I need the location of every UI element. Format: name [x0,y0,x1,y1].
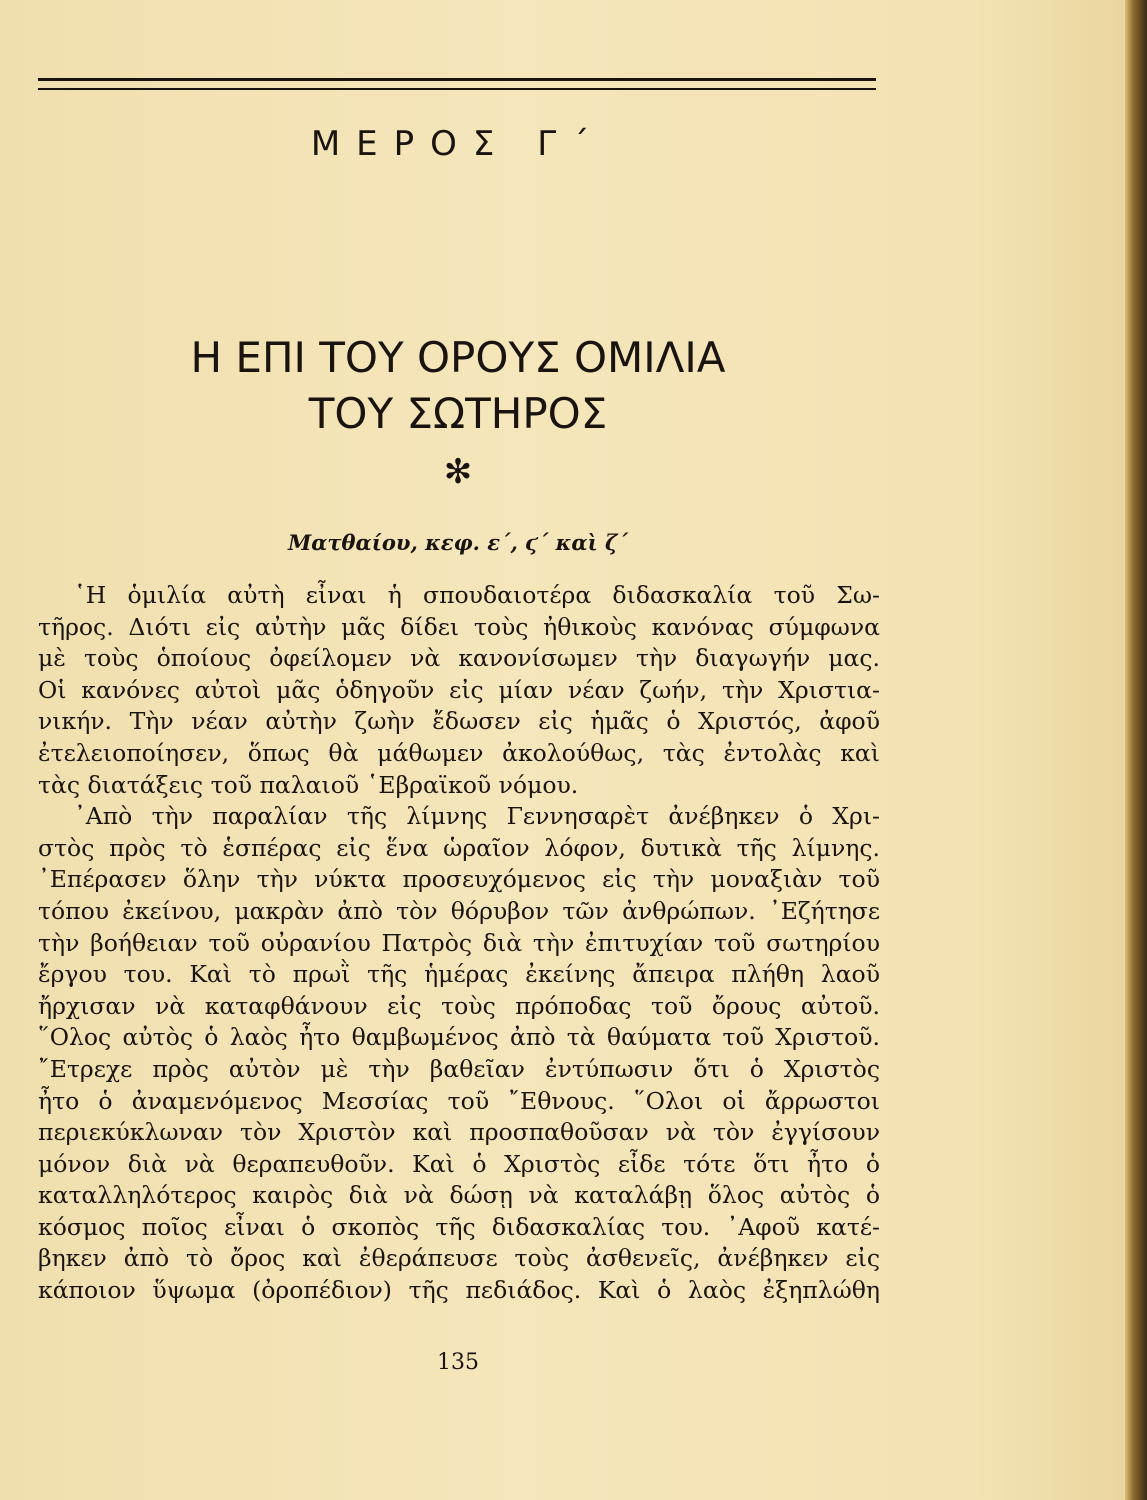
text-line: κάποιον ὕψωμα (ὀροπέδιον) τῆς πεδιάδος. Καὶ ὁ λαὸς ἐξηπλώθη [38,1276,880,1305]
paragraph [38,801,880,1307]
text-line: μόνον διὰ νὰ θεραπευθοῦν. Καὶ ὁ Χριστὸς εἶδε τότε ὅτι ἦτο ὁ [38,1149,880,1178]
scripture-reference: Ματθαίου, κεφ. ε΄, ϛ΄ καὶ ζ΄ [288,530,628,555]
text-line: τὰς διατάξεις τοῦ παλαιοῦ ῾Εβραϊκοῦ νόμου. [38,770,579,799]
chapter-title-line: ΤΟΥ ΣΩΤΗΡΟΣ [308,389,608,438]
text-line: ᾿Επέρασεν ὅλην τὴν νύκτα προσευχόμενος εἰς τὴν μοναξιὰν τοῦ [38,865,880,894]
text-line: ᾿Απὸ τὴν παραλίαν τῆς λίμνης Γεννησαρὲτ ἀνέβηκεν ὁ Χρι- [74,802,880,831]
text-line: μὲ τοὺς ὁποίους ὀφείλομεν νὰ κανονίσωμεν τὴν διαγωγήν μας. [38,644,880,673]
text-line: ῞Ολος αὐτὸς ὁ λαὸς ἦτο θαμβωμένος ἀπὸ τὰ θαύματα τοῦ Χριστοῦ. [38,1023,880,1052]
text-line: ἔργου του. Καὶ τὸ πρωῒ τῆς ἡμέρας ἐκείνης ἄπειρα πλήθη λαοῦ [38,960,880,989]
header-double-rule [38,78,876,90]
text-line: περιεκύκλωναν τὸν Χριστὸν καὶ προσπαθοῦσαν νὰ τὸν ἐγγίσουν [38,1118,880,1147]
text-line: τὴν βοήθειαν τοῦ οὐρανίου Πατρὸς διὰ τὴν ἐπιτυχίαν τοῦ σωτηρίου [38,928,880,957]
text-line: ῾Η ὁμιλία αὐτὴ εἶναι ἡ σπουδαιοτέρα διδασκαλία τοῦ Σω- [74,581,880,609]
chapter-title [0,330,916,442]
text-line: καταλληλότερος καιρὸς διὰ νὰ δώσῃ νὰ καταλάβῃ ὅλος αὐτὸς ὁ [38,1181,880,1210]
text-line: ἐτελειοποίησεν, ὅπως θὰ μάθωμεν ἀκολούθως, τὰς ἐντολὰς καὶ [38,738,880,767]
page-number: 135 [437,1350,479,1375]
text-line: νικήν. Τὴν νέαν αὐτὴν ζωὴν ἔδωσεν εἰς ἡμᾶς ὁ Χριστός, ἀφοῦ [38,707,880,736]
text-line: βηκεν ἀπὸ τὸ ὄρος καὶ ἐθεράπευσε τοὺς ἀσθενεῖς, ἀνέβηκεν εἰς [38,1244,880,1273]
text-line: ῎Ετρεχε πρὸς αὐτὸν μὲ τὴν βαθεῖαν ἐντύπωσιν ὅτι ὁ Χριστὸς [38,1054,880,1083]
body-text [38,580,880,1307]
page-edge-shadow [1125,0,1147,1500]
asterisk-ornament: ✻ [443,452,473,492]
text-line: τῆρος. Διότι εἰς αὐτὴν μᾶς δίδει τοὺς ἠθικοὺς κανόνας σύμφωνα [38,612,880,641]
text-line: κόσμος ποῖος εἶναι ὁ σκοπὸς τῆς διδασκαλίας του. ᾿Αφοῦ κατέ- [38,1212,880,1241]
part-title: ΜΕΡΟΣ Γ΄ [310,124,606,164]
text-line: τόπου ἐκείνου, μακρὰν ἀπὸ τὸν θόρυβον τῶν ἀνθρώπων. ᾿Εζήτησε [38,896,880,925]
text-line: Οἱ κανόνες αὐτοὶ μᾶς ὁδηγοῦν εἰς μίαν νέαν ζωήν, τὴν Χριστια- [38,675,880,704]
text-line: ἤρχισαν νὰ καταφθάνουν εἰς τοὺς πρόποδας τοῦ ὄρους αὐτοῦ. [38,991,880,1020]
chapter-title-line: Η ΕΠΙ ΤΟΥ ΟΡΟΥΣ ΟΜΙΛΙΑ [190,333,726,382]
text-line: στὸς πρὸς τὸ ἑσπέρας εἰς ἕνα ὡραῖον λόφον, δυτικὰ τῆς λίμνης. [38,833,880,862]
text-line: ἦτο ὁ ἀναμενόμενος Μεσσίας τοῦ ῎Εθνους. ῞Ολοι οἱ ἄρρωστοι [38,1086,880,1115]
paragraph [38,580,880,801]
